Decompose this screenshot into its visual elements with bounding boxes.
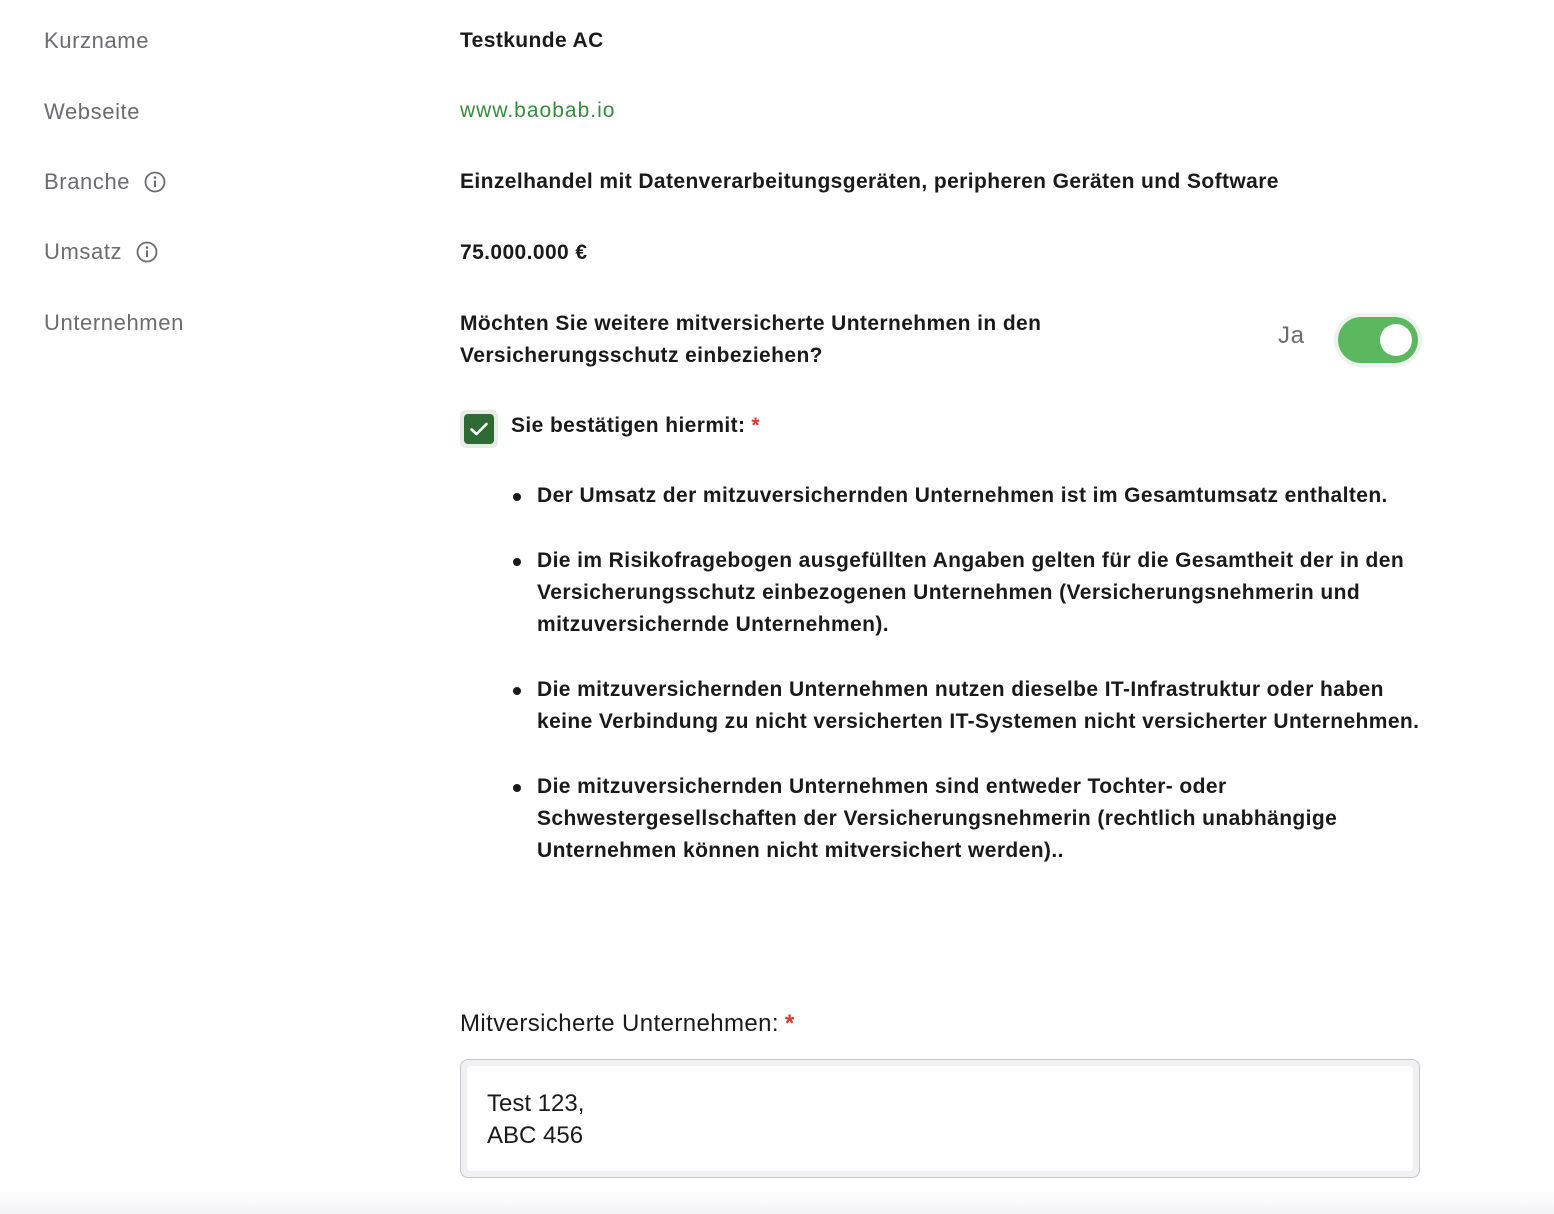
webseite-link[interactable]: www.baobab.io: [460, 99, 616, 122]
checkbox-checked-box[interactable]: [464, 414, 494, 444]
toggle-knob[interactable]: [1380, 324, 1412, 356]
branche-value: Einzelhandel mit Datenverarbeitungsgeräten, peripheren Geräten und Software: [460, 170, 1279, 193]
confirmation-bullet-list: [537, 480, 1427, 900]
umsatz-label: [44, 239, 158, 265]
bottom-shade: [0, 1192, 1554, 1214]
mitversicherte-label: [460, 1010, 795, 1038]
umsatz-value: 75.000.000 €: [460, 241, 588, 264]
umsatz-label-text: Umsatz: [44, 239, 123, 264]
kurzname-value: Testkunde AC: [460, 29, 604, 52]
mitversicherung-toggle[interactable]: [1334, 313, 1422, 367]
webseite-label-text: Webseite: [44, 99, 141, 124]
bullet-item: Die mitzuversichernden Unternehmen nutzen dieselbe IT-Infrastruktur oder haben keine Verbindung zu nicht versicherten IT-Systemen nicht versicherter Unternehmen.: [537, 674, 1427, 738]
unternehmen-label-text: Unternehmen: [44, 310, 184, 335]
mitversicherte-textarea[interactable]: [467, 1066, 1413, 1171]
bullet-item: Die im Risikofragebogen ausgefüllten Angaben gelten für die Gesamtheit der in den Versicherungsschutz einbezogenen Unternehmen (Versicherungsnehmerin und mitzuversichernde Unternehmen).: [537, 545, 1427, 641]
confirm-checkbox[interactable]: [460, 410, 498, 448]
confirm-label-text: Sie bestätigen hiermit:: [511, 414, 746, 437]
check-icon: [469, 421, 489, 437]
bullet-item: Die mitzuversichernden Unternehmen sind entweder Tochter- oder Schwestergesellschaften der Versicherungsnehmerin (rechtlich unabhängige Unternehmen können nicht mitversichert werden)..: [537, 771, 1427, 867]
confirm-label: [511, 414, 760, 438]
info-icon[interactable]: [144, 171, 166, 193]
mitversicherte-label-text: Mitversicherte Unternehmen:: [460, 1010, 779, 1037]
kurzname-label: [44, 28, 149, 54]
webseite-label: [44, 99, 140, 125]
kurzname-label-text: Kurzname: [44, 28, 150, 53]
toggle-track[interactable]: [1338, 317, 1418, 363]
info-icon[interactable]: [136, 241, 158, 263]
mitversicherung-question: Möchten Sie weitere mitversicherte Unternehmen in den Versicherungsschutz einbeziehen?: [460, 312, 1042, 367]
toggle-state-label: Ja: [1278, 322, 1305, 349]
branche-label-text: Branche: [44, 169, 131, 194]
mitversicherte-textarea-wrapper: [460, 1059, 1420, 1178]
branche-label: [44, 169, 166, 195]
bullet-item: Der Umsatz der mitzuversichernden Unternehmen ist im Gesamtumsatz enthalten.: [537, 480, 1427, 512]
required-marker: *: [784, 1010, 795, 1037]
required-marker: *: [751, 414, 760, 437]
unternehmen-label: [44, 310, 184, 336]
